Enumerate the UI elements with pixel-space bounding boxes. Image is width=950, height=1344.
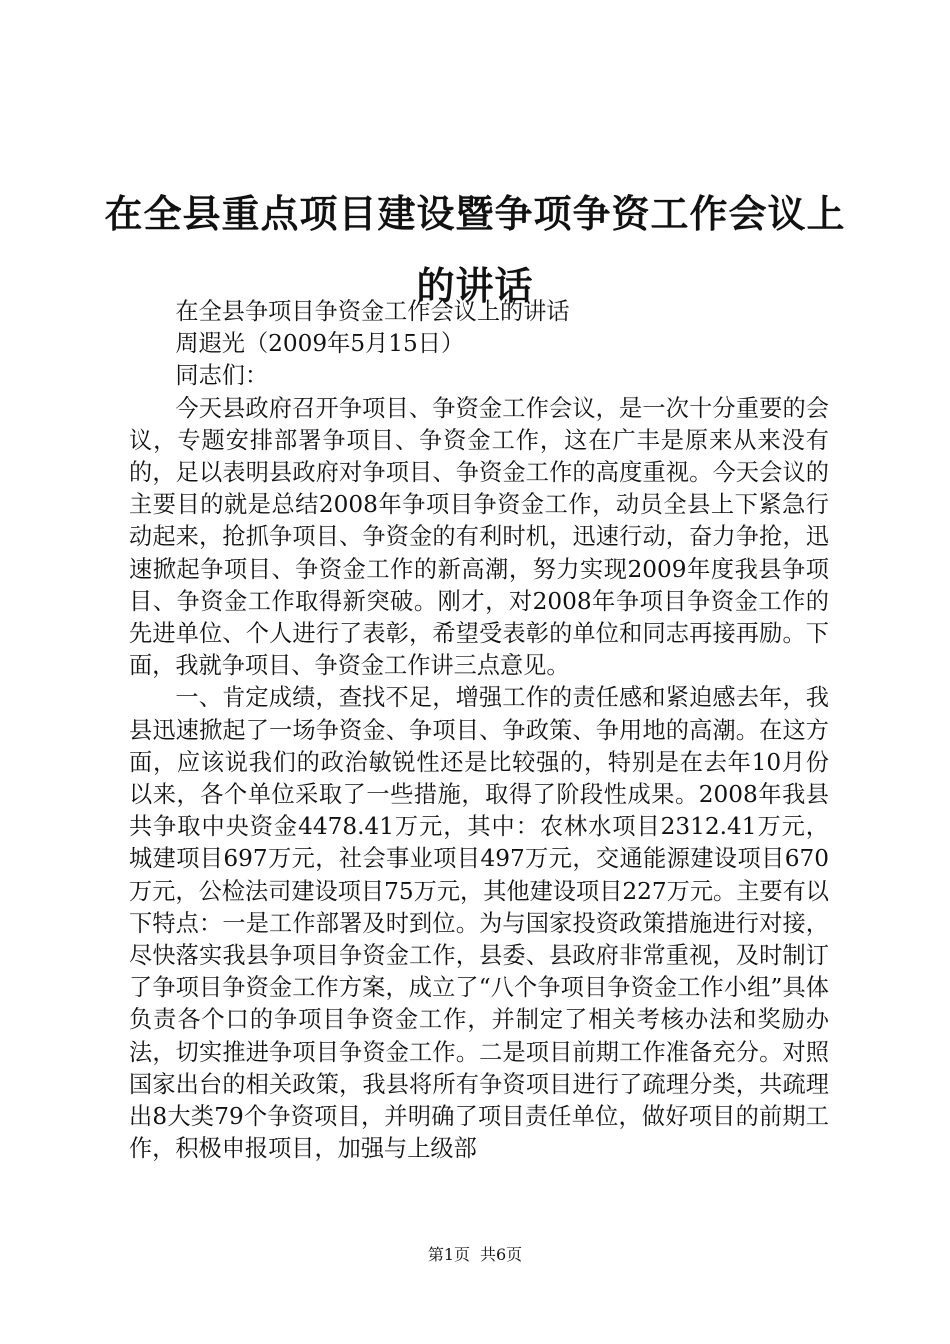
- author-line: 周遐光（2009年5月15日）: [175, 330, 465, 358]
- page-number: 第1页: [427, 1245, 470, 1264]
- body-paragraph: 今天县政府召开争项目、争资金工作会议，是一次十分重要的会议，专题安排部署争项目、争资金工作，这在广丰是原来从来没有的，足以表明县政府对争项目、争资金工作的高度重视。今天会议的主要目的就是总结2008年争项目争资金工作，动员全县上下紧急行动起来，抢抓争项目、争资金的有利时机，迅速行动，奋力争抢，迅速掀起争项目、争资金工作的新高潮，努力实现2009年度我县争项目、争资金工作取得新突破。刚才，对2008年争项目争资金工作的先进单位、个人进行了表彰，希望受表彰的单位和同志再接再励。下面，我就争项目、争资金工作讲三点意见。: [129, 394, 829, 680]
- subtitle-line: 在全县争项目争资金工作会议上的讲话: [175, 298, 570, 325]
- salutation-line: 同志们：: [175, 362, 269, 390]
- body-paragraph: 一、肯定成绩，查找不足，增强工作的责任感和紧迫感去年，我县迅速掀起了一场争资金、争项目、争政策、争用地的高潮。在这方面，应该说我们的政治敏锐性还是比较强的，特别是在去年10月份以来，各个单位采取了一些措施，取得了阶段性成果。2008年我县共争取中央资金4478.41万元，其中：农林水项目2312.41万元，城建项目697万元，社会事业项目497万元，交通能源建设项目670万元，公检法司建设项目75万元，其他建设项目227万元。主要有以下特点：一是工作部署及时到位。为与国家投资政策措施进行对接，尽快落实我县争项目争资金工作，县委、县政府非常重视，及时制订了争项目争资金工作方案，成立了“八个争项目争资金工作小组”具体负责各个口的争项目争资金工作，并制定了相关考核办法和奖励办法，切实推进争项目争资金工作。二是项目前期工作准备充分。对照国家出台的相关政策，我县将所有争资项目进行了疏理分类，共疏理出8大类79个争资项目，并明确了项目责任单位，做好项目的前期工作，积极申报项目，加强与上级部: [129, 684, 829, 1163]
- document-title: 在全县重点项目建设暨争项争资工作会议上的讲话: [104, 191, 846, 308]
- document-body: [129, 296, 829, 1165]
- page-footer: [0, 1244, 950, 1266]
- page-total: 共6页: [480, 1245, 523, 1264]
